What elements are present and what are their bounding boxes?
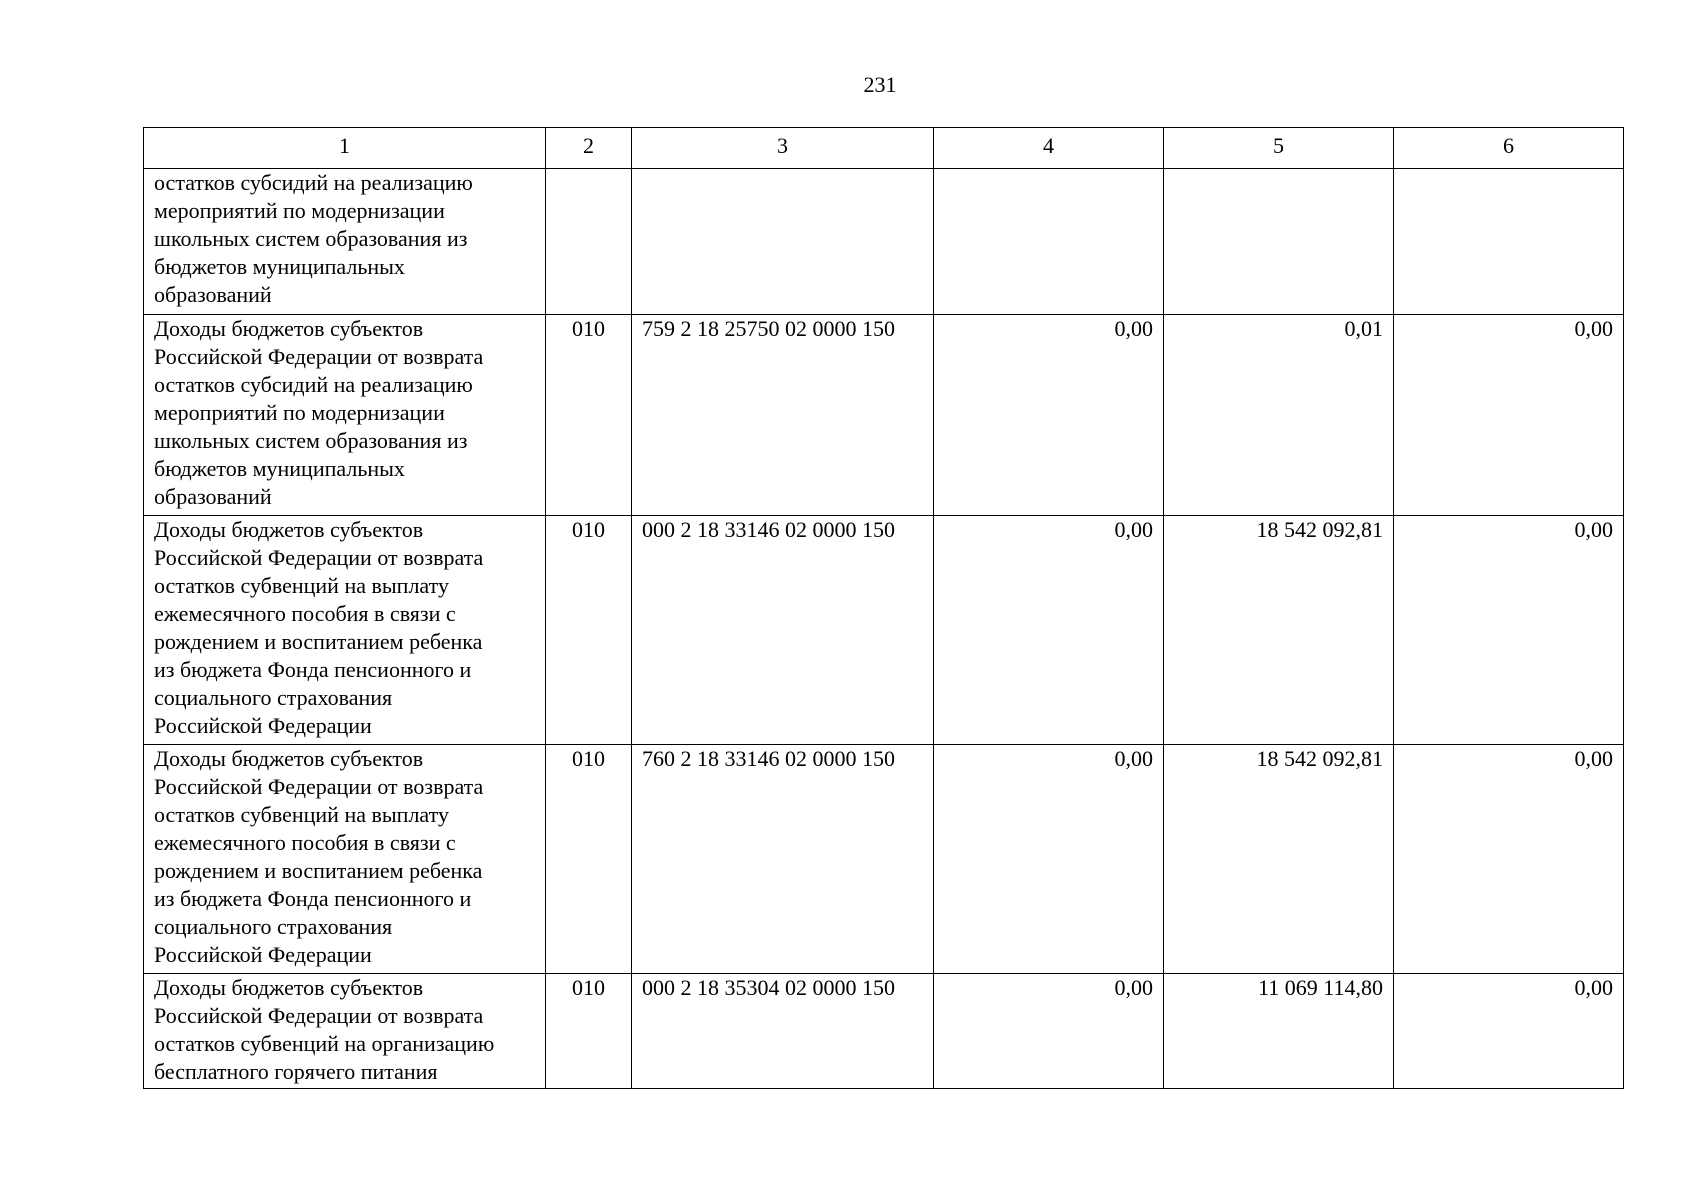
name-line: Российской Федерации от возврата — [154, 545, 484, 570]
name-line: образований — [154, 484, 272, 509]
name-line: образований — [154, 282, 272, 307]
table-header — [144, 128, 1624, 169]
header-col-2: 2 — [546, 128, 632, 169]
row-admin-cell: 010 — [546, 315, 632, 516]
table-row — [144, 315, 1624, 516]
row-value-5-cell: 0,01 — [1164, 315, 1394, 516]
row-value-6-cell: 0,00 — [1394, 745, 1624, 974]
name-line: мероприятий по модернизации — [154, 400, 445, 425]
name-line: Доходы бюджетов субъектов — [154, 316, 424, 341]
name-line: Доходы бюджетов субъектов — [154, 517, 424, 542]
row-code-cell: 000 2 18 35304 02 0000 150 — [632, 974, 934, 1089]
table-row — [144, 974, 1624, 1089]
header-col-1: 1 — [144, 128, 546, 169]
name-line: ежемесячного пособия в связи с — [154, 830, 456, 855]
row-name-cell — [144, 745, 546, 974]
name-line: остатков субсидий на реализацию — [154, 372, 473, 397]
row-value-5-cell: 18 542 092,81 — [1164, 516, 1394, 745]
name-line: Российской Федерации от возврата — [154, 1003, 484, 1028]
row-code-cell: 759 2 18 25750 02 0000 150 — [632, 315, 934, 516]
header-col-5: 5 — [1164, 128, 1394, 169]
row-admin-cell — [546, 169, 632, 315]
table-row-continued — [144, 169, 1624, 315]
name-line: Российской Федерации от возврата — [154, 344, 484, 369]
name-line: Российской Федерации от возврата — [154, 774, 484, 799]
row-value-5-cell: 18 542 092,81 — [1164, 745, 1394, 974]
name-line: социального страхования — [154, 685, 393, 710]
row-value-6-cell: 0,00 — [1394, 315, 1624, 516]
row-value-6-cell: 0,00 — [1394, 974, 1624, 1089]
table-row — [144, 745, 1624, 974]
row-name-cell — [144, 516, 546, 745]
row-admin-cell: 010 — [546, 974, 632, 1089]
row-name-cell — [144, 974, 546, 1089]
row-admin-cell: 010 — [546, 516, 632, 745]
name-line: рождением и воспитанием ребенка — [154, 858, 483, 883]
row-value-4-cell: 0,00 — [934, 745, 1164, 974]
name-line: бесплатного горячего питания — [154, 1059, 438, 1084]
row-code-cell — [632, 169, 934, 315]
row-value-4-cell: 0,00 — [934, 315, 1164, 516]
budget-table — [143, 127, 1624, 1089]
name-line: из бюджета Фонда пенсионного и — [154, 657, 472, 682]
table-body — [144, 169, 1624, 1089]
name-line: социального страхования — [154, 914, 393, 939]
name-line: Российской Федерации — [154, 942, 372, 967]
name-line: остатков субвенций на выплату — [154, 573, 449, 598]
name-line: из бюджета Фонда пенсионного и — [154, 886, 472, 911]
name-line: школьных систем образования из — [154, 428, 468, 453]
name-line: бюджетов муниципальных — [154, 254, 405, 279]
row-value-6-cell: 0,00 — [1394, 516, 1624, 745]
name-line: остатков субсидий на реализацию — [154, 170, 473, 195]
row-admin-cell: 010 — [546, 745, 632, 974]
row-value-4-cell: 0,00 — [934, 974, 1164, 1089]
name-line: школьных систем образования из — [154, 226, 468, 251]
name-line: Доходы бюджетов субъектов — [154, 975, 424, 1000]
name-line: ежемесячного пособия в связи с — [154, 601, 456, 626]
row-code-cell: 760 2 18 33146 02 0000 150 — [632, 745, 934, 974]
row-value-5-cell: 11 069 114,80 — [1164, 974, 1394, 1089]
header-row — [144, 128, 1624, 169]
row-code-cell: 000 2 18 33146 02 0000 150 — [632, 516, 934, 745]
name-line: остатков субвенций на организацию — [154, 1031, 495, 1056]
name-line: Российской Федерации — [154, 713, 372, 738]
page-number: 231 — [863, 72, 897, 97]
name-line: остатков субвенций на выплату — [154, 802, 449, 827]
row-value-6-cell — [1394, 169, 1624, 315]
table-row — [144, 516, 1624, 745]
name-line: бюджетов муниципальных — [154, 456, 405, 481]
row-name-cell — [144, 169, 546, 315]
name-line: Доходы бюджетов субъектов — [154, 746, 424, 771]
header-col-3: 3 — [632, 128, 934, 169]
name-line: рождением и воспитанием ребенка — [154, 629, 483, 654]
row-value-4-cell — [934, 169, 1164, 315]
name-line: мероприятий по модернизации — [154, 198, 445, 223]
row-name-cell — [144, 315, 546, 516]
row-value-5-cell — [1164, 169, 1394, 315]
row-value-4-cell: 0,00 — [934, 516, 1164, 745]
header-col-6: 6 — [1394, 128, 1624, 169]
header-col-4: 4 — [934, 128, 1164, 169]
